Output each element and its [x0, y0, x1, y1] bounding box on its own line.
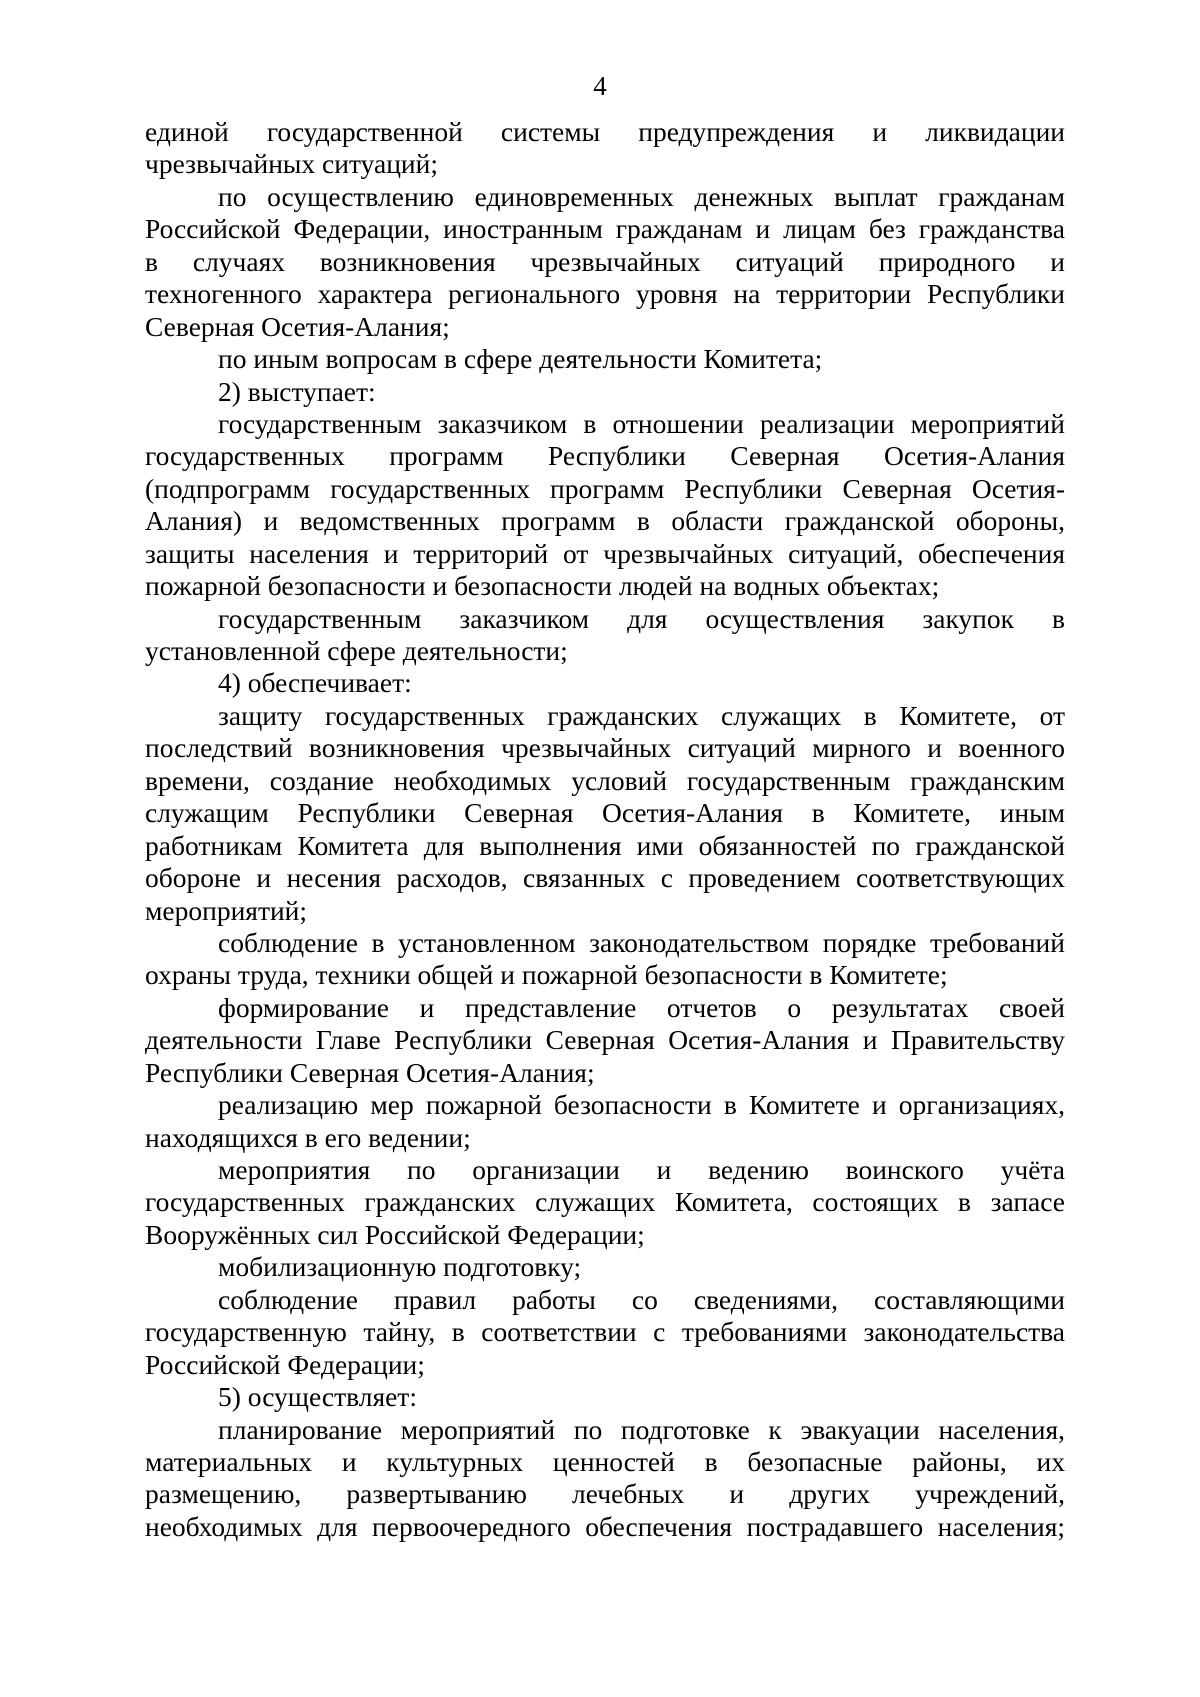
text-line: необходимых для первоочередного обеспечения пострадавшего населения;: [145, 1510, 1065, 1542]
text-line: последствий возникновения чрезвычайных ситуаций мирного и военного: [145, 732, 1065, 764]
text-line: защиту государственных гражданских служащих в Комитете, от: [218, 699, 1065, 731]
text-line: времени, создание необходимых условий государственным гражданским: [145, 764, 1065, 796]
text-line: государственную тайну, в соответствии с требованиями законодательства: [145, 1316, 1065, 1348]
text-line: 4) обеспечивает:: [218, 667, 412, 699]
text-line: пожарной безопасности и безопасности людей на водных объектах;: [145, 570, 940, 602]
text-line: находящихся в его ведении;: [145, 1121, 471, 1153]
text-line: планирование мероприятий по подготовке к эвакуации населения,: [218, 1413, 1065, 1445]
text-line: Вооружённых сил Российской Федерации;: [145, 1218, 645, 1250]
text-line: формирование и представление отчетов о результатах своей: [218, 991, 1065, 1023]
text-line: Алания) и ведомственных программ в области гражданской обороны,: [145, 505, 1065, 537]
text-line: материальных и культурных ценностей в безопасные районы, их: [145, 1445, 1065, 1477]
text-line: государственным заказчиком в отношении реализации мероприятий: [218, 407, 1065, 439]
text-line: государственных программ Республики Северная Осетия-Алания: [145, 440, 1065, 472]
text-line: в случаях возникновения чрезвычайных ситуаций природного и: [145, 245, 1065, 277]
text-line: Российской Федерации, иностранным гражданам и лицам без гражданства: [145, 213, 1065, 245]
text-line: реализацию мер пожарной безопасности в Комитете и организациях,: [218, 1089, 1065, 1121]
document-body: [145, 116, 1065, 1543]
text-line: техногенного характера регионального уровня на территории Республики: [145, 278, 1065, 310]
text-line: мероприятия по организации и ведению воинского учёта: [218, 1154, 1065, 1185]
text-line: соблюдение правил работы со сведениями, составляющими: [218, 1283, 1065, 1315]
text-line: мероприятий;: [145, 894, 308, 926]
text-line: государственных гражданских служащих Комитета, состоящих в запасе: [145, 1186, 1065, 1218]
text-line: работникам Комитета для выполнения ими обязанностей по гражданской: [145, 829, 1065, 861]
text-line: (подпрограмм государственных программ Республики Северная Осетия-: [145, 472, 1065, 504]
text-line: 2) выступает:: [218, 375, 376, 407]
text-line: соблюдение в установленном законодательством порядке требований: [218, 926, 1065, 958]
text-line: Российской Федерации;: [145, 1348, 425, 1380]
text-line: по осуществлению единовременных денежных выплат гражданам: [218, 180, 1065, 212]
text-line: 5) осуществляет:: [218, 1381, 417, 1413]
text-line: единой государственной системы предупреждения и ликвидации: [145, 116, 1065, 147]
text-line: по иным вопросам в сфере деятельности Комитета;: [218, 343, 823, 375]
text-line: установленной сфере деятельности;: [145, 635, 568, 666]
text-line: защиты населения и территорий от чрезвычайных ситуаций, обеспечения: [145, 537, 1065, 569]
text-line: размещению, развертыванию лечебных и других учреждений,: [145, 1478, 1065, 1510]
text-line: охраны труда, техники общей и пожарной безопасности в Комитете;: [145, 959, 948, 991]
text-line: Республики Северная Осетия-Алания;: [145, 1056, 595, 1088]
text-line: мобилизационную подготовку;: [218, 1251, 582, 1283]
text-line: Северная Осетия-Алания;: [145, 310, 450, 342]
text-line: служащим Республики Северная Осетия-Алания в Комитете, иным: [145, 797, 1065, 829]
text-line: чрезвычайных ситуаций;: [145, 148, 438, 180]
text-line: государственным заказчиком для осуществления закупок в: [218, 602, 1065, 634]
page-number: 4: [593, 71, 607, 101]
text-line: деятельности Главе Республики Северная Осетия-Алания и Правительству: [145, 1024, 1065, 1056]
text-line: обороне и несения расходов, связанных с проведением соответствующих: [145, 862, 1065, 894]
